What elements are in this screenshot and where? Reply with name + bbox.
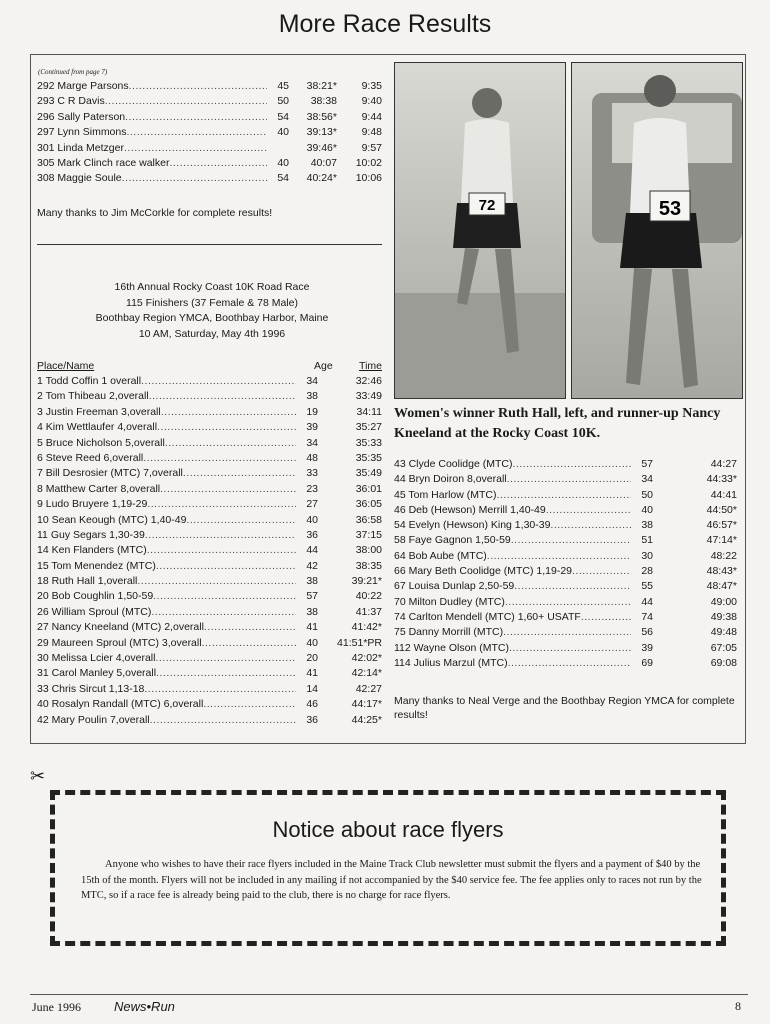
runner-time: 49:48 (710, 626, 737, 639)
runner-name: 14 Ken Flanders (MTC) (37, 544, 147, 557)
runner-age: 45 (277, 80, 289, 92)
runner-time: 36:58 (355, 513, 382, 526)
result-row (37, 666, 382, 681)
runner-age: 56 (641, 626, 653, 639)
runner-age: 69 (641, 656, 653, 669)
result-row (394, 472, 737, 487)
runner-age: 57 (641, 458, 653, 470)
runner-name: 4 Kim Wettlaufer 4,overall (37, 421, 158, 434)
runner-name: 43 Clyde Coolidge (MTC) (394, 458, 513, 470)
runner-time: 40:22 (355, 590, 382, 603)
runner-name: 29 Maureen Sproul (MTC) 3,overall (37, 636, 202, 649)
result-row (37, 451, 382, 466)
runner-age: 14 (306, 682, 318, 695)
runner-age: 54 (277, 110, 289, 123)
race-date: 10 AM, Saturday, May 4th 1996 (138, 327, 286, 340)
runner-time: 37:15 (355, 528, 382, 541)
runner-name: 75 Danny Morrill (MTC) (394, 626, 504, 639)
leader-dots (487, 549, 631, 564)
runner-time: 48:22 (710, 549, 737, 562)
runner-time: 35:27 (355, 421, 382, 434)
leader-dots (144, 682, 296, 697)
leader-dots (147, 497, 296, 512)
result-row (37, 125, 382, 140)
runner-age: 44 (641, 595, 653, 608)
runner-time: 67:05 (710, 641, 737, 654)
leader-dots (156, 666, 296, 681)
runner-time: 46:57* (706, 519, 737, 532)
runner-age: 39 (641, 641, 653, 654)
race-finishers: 115 Finishers (37 Female & 78 Male) (126, 296, 298, 309)
runner-age: 55 (641, 580, 653, 593)
runner-age: 39 (306, 421, 318, 434)
runner-age: 50 (277, 95, 289, 108)
result-row (394, 595, 737, 610)
runner-time: 38:21* (306, 80, 337, 92)
result-row (37, 420, 382, 435)
result-row (394, 656, 737, 671)
leader-dots (129, 79, 267, 94)
result-row (37, 697, 382, 712)
runner-name: 46 Deb (Hewson) Merrill 1,40-49 (394, 503, 546, 516)
runner-time: 39:21* (351, 575, 382, 588)
runner-time: 38:38 (310, 95, 337, 108)
runner-name: 66 Mary Beth Coolidge (MTC) 1,19-29 (394, 565, 572, 578)
runner-name: 305 Mark Clinch race walker (37, 156, 170, 169)
runner-name: 7 Bill Desrosier (MTC) 7,overall (37, 467, 183, 480)
runner-age: 41 (306, 621, 318, 634)
result-row (37, 171, 382, 186)
runner-time: 42:02* (351, 652, 382, 665)
runner-name: 297 Lynn Simmons (37, 126, 127, 139)
leader-dots (512, 457, 631, 472)
result-row (394, 549, 737, 564)
page-number: 8 (735, 999, 741, 1013)
runner-time: 39:46* (306, 141, 337, 154)
runner-name: 26 William Sproul (MTC) (37, 605, 152, 618)
runner-name: 40 Rosalyn Randall (MTC) 6,overall (37, 698, 204, 711)
runner-age: 51 (641, 534, 653, 547)
runner-age: 20 (306, 652, 318, 665)
runner-age: 54 (277, 172, 289, 185)
runner-age: 19 (306, 405, 318, 418)
runner-time: 40:07 (310, 156, 337, 169)
result-row (37, 713, 382, 728)
results-list-left (37, 374, 382, 728)
leader-dots (204, 620, 296, 635)
race-heading (37, 280, 387, 342)
runner-age: 48 (306, 451, 318, 464)
result-row (37, 543, 382, 558)
leader-dots (155, 651, 296, 666)
result-row (37, 79, 382, 94)
runner-time: 35:33 (355, 436, 382, 449)
result-row (37, 389, 382, 404)
result-row (37, 94, 382, 109)
runner-age: 34 (641, 473, 653, 486)
leader-dots (203, 697, 296, 712)
runner-time: 34:11 (356, 405, 382, 418)
runner-time: 41:37 (355, 605, 382, 618)
runner-time: 38:35 (355, 559, 382, 572)
runner-name: 27 Nancy Kneeland (MTC) 2,overall (37, 621, 204, 634)
runner-name: 31 Carol Manley 5,overall (37, 667, 157, 680)
runner-time: 36:01 (355, 482, 382, 495)
runner-name: 44 Bryn Doiron 8,overall (394, 473, 507, 486)
runner-name: 2 Tom Thibeau 2,overall (37, 390, 149, 403)
result-row (37, 482, 382, 497)
runner-time: 41:42* (351, 621, 382, 634)
continued-note: (Continued from page 7) (38, 68, 108, 76)
notice-body: Anyone who wishes to have their race flyers included in the Maine Track Club newsletter must submit the flyers and a payment of $40 by the 15th of the month. Flyers will not be included in any mailing if not accompanied by the $40 service fee. The fee applies only to races not run by the MTC, so if a race fee is already being paid to the club, there is no charge for race flyers. (81, 859, 702, 901)
result-row (37, 110, 382, 125)
footer-date: June 1996 (32, 1000, 81, 1014)
leader-dots (508, 656, 631, 671)
runner-age: 23 (306, 482, 318, 495)
runner-age: 33 (306, 467, 318, 480)
runner-name: 42 Mary Poulin 7,overall (37, 713, 150, 726)
runner-age: 74 (641, 610, 653, 623)
bib-number-left: 72 (478, 197, 496, 214)
runner-name: 8 Matthew Carter 8,overall (37, 482, 161, 495)
runner-time: 69:08 (710, 656, 737, 669)
photo-caption: Women's winner Ruth Hall, left, and runner-up Nancy Kneeland at the Rocky Coast 10K. (394, 406, 721, 441)
runner-time: 42:14* (351, 667, 382, 680)
leader-dots (141, 374, 296, 389)
bib-number-right: 53 (658, 198, 682, 220)
runner-time: 38:56* (306, 110, 337, 123)
leader-dots (105, 94, 267, 109)
thanks-note-2: Many thanks to Neal Verge and the Boothbay Region YMCA for complete results! (394, 695, 735, 721)
result-row (37, 651, 382, 666)
runner-age: 28 (641, 565, 653, 578)
runner-time: 49:00 (710, 595, 737, 608)
leader-dots (150, 713, 296, 728)
runner-name: 296 Sally Paterson (37, 110, 126, 123)
results-table-left (37, 359, 382, 728)
result-row (37, 405, 382, 420)
runner-time: 44:27 (710, 458, 737, 470)
runner-name: 114 Julius Marzul (MTC) (394, 656, 508, 669)
race-location: Boothbay Region YMCA, Boothbay Harbor, Maine (95, 312, 329, 324)
result-row (37, 497, 382, 512)
result-row (37, 156, 382, 171)
runner-name: 11 Guy Segars 1,30-39 (37, 528, 145, 541)
leader-dots (153, 589, 296, 604)
leader-dots (137, 574, 296, 589)
section-divider (37, 244, 382, 245)
runner-time: 47:14* (706, 534, 737, 547)
time-header: Time (359, 360, 382, 372)
leader-dots (156, 559, 296, 574)
leader-dots (202, 636, 296, 651)
runner-age: 36 (306, 713, 318, 726)
runner-pace: 10:06 (355, 172, 382, 185)
result-row (37, 528, 382, 543)
runner-pace: 10:02 (355, 156, 382, 169)
leader-dots (497, 488, 632, 503)
result-row (394, 564, 737, 579)
result-row (394, 610, 737, 625)
result-row (394, 641, 737, 656)
runner-name: 308 Maggie Soule (37, 172, 122, 185)
runner-name: 301 Linda Metzger (37, 141, 124, 154)
result-row (37, 466, 382, 481)
runner-age: 34 (306, 436, 318, 449)
runner-time: 33:49 (355, 390, 382, 403)
runner-time: 44:50* (706, 503, 737, 516)
runner-name: 5 Bruce Nicholson 5,overall (37, 436, 165, 449)
leader-dots (160, 482, 296, 497)
runner-name: 67 Louisa Dunlap 2,50-59 (394, 580, 515, 593)
runner-name: 64 Bob Aube (MTC) (394, 549, 487, 562)
runner-time: 42:27 (355, 682, 382, 695)
leader-dots (546, 503, 631, 518)
runner-age: 40 (641, 503, 653, 516)
result-row (37, 589, 382, 604)
runner-name: 6 Steve Reed 6,overall (37, 451, 144, 464)
leader-dots (550, 518, 631, 533)
result-row (394, 518, 737, 533)
result-row (37, 620, 382, 635)
runner-name: 112 Wayne Olson (MTC) (394, 641, 509, 654)
runner-age: 50 (641, 488, 653, 501)
runner-pace: 9:40 (361, 95, 382, 108)
runner-name: 3 Justin Freeman 3,overall (37, 405, 161, 418)
runner-name: 20 Bob Coughlin 1,50-59 (37, 590, 154, 603)
runner-age: 38 (306, 575, 318, 588)
footer-publication: News•Run (114, 999, 175, 1014)
runner-time: 36:05 (355, 498, 382, 511)
runner-age: 57 (306, 590, 318, 603)
place-header: Place/Name (37, 360, 95, 372)
leader-dots (186, 513, 296, 528)
runner-age: 40 (277, 156, 289, 169)
result-row (394, 533, 737, 548)
leader-dots (507, 472, 631, 487)
runner-age: 42 (306, 559, 318, 572)
runner-age: 41 (306, 667, 318, 680)
runner-time: 35:49 (355, 467, 382, 480)
runner-name: 1 Todd Coffin 1 overall (37, 375, 142, 387)
leader-dots (157, 420, 296, 435)
previous-results-list (37, 79, 382, 187)
runner-pace: 9:44 (361, 110, 382, 123)
runner-name: 293 C R Davis (37, 95, 105, 108)
runner-age: 38 (306, 390, 318, 403)
leader-dots (147, 543, 296, 558)
leader-dots (514, 579, 631, 594)
race-flyers-notice (50, 790, 726, 946)
runner-name: 30 Melissa Lcier 4,overall (37, 652, 156, 665)
result-row (394, 625, 737, 640)
runner-age: 38 (306, 605, 318, 618)
runner-name: 33 Chris Sircut 1,13-18 (37, 682, 145, 695)
result-row (37, 513, 382, 528)
runner-age: 40 (306, 636, 318, 649)
runner-time: 32:46 (355, 375, 382, 387)
leader-dots (503, 625, 631, 640)
footer-rule (30, 994, 748, 995)
runner-name: 70 Milton Dudley (MTC) (394, 595, 505, 608)
photo-nancy-kneeland (571, 62, 743, 399)
runner-time: 49:38 (710, 610, 737, 623)
leader-dots (122, 171, 267, 186)
runner-time: 41:51*PR (337, 636, 382, 649)
runner-name: 58 Faye Gagnon 1,50-59 (394, 534, 511, 547)
leader-dots (143, 451, 296, 466)
runner-time: 44:33* (706, 473, 737, 486)
result-row (37, 374, 382, 389)
leader-dots (572, 564, 631, 579)
leader-dots (183, 466, 296, 481)
runner-age: 30 (641, 549, 653, 562)
result-row (37, 141, 382, 156)
scissors-icon: ✂ (30, 766, 46, 786)
runner-right-illustration (572, 63, 742, 398)
result-row (394, 457, 737, 472)
runner-time: 38:00 (355, 544, 382, 557)
result-row (37, 574, 382, 589)
result-row (37, 436, 382, 451)
runner-time: 35:35 (355, 451, 382, 464)
age-header: Age (314, 360, 333, 372)
leader-dots (165, 436, 296, 451)
runner-time: 39:13* (306, 126, 337, 139)
runner-age: 40 (306, 513, 318, 526)
runner-name: 18 Ruth Hall 1,overall (37, 575, 138, 588)
runner-name: 9 Ludo Bruyere 1,19-29 (37, 498, 148, 511)
leader-dots (127, 125, 268, 140)
leader-dots (145, 528, 296, 543)
runner-pace: 9:48 (361, 126, 382, 139)
runner-name: 45 Tom Harlow (MTC) (394, 488, 497, 501)
result-row (394, 503, 737, 518)
runner-age: 38 (641, 519, 653, 532)
runner-time: 44:25* (351, 713, 382, 726)
runner-name: 15 Tom Menendez (MTC) (37, 559, 156, 572)
leader-dots (509, 641, 631, 656)
leader-dots (169, 156, 267, 171)
result-row (394, 579, 737, 594)
results-header (37, 359, 382, 374)
runner-name: 54 Evelyn (Hewson) King 1,30-39 (394, 519, 551, 532)
runner-pace: 9:35 (361, 80, 382, 92)
runner-left-illustration (395, 63, 565, 398)
runner-pace: 9:57 (361, 141, 382, 154)
race-title: 16th Annual Rocky Coast 10K Road Race (114, 281, 310, 293)
runner-time: 44:41 (710, 488, 737, 501)
runner-time: 48:43* (706, 565, 737, 578)
runner-time: 44:17* (351, 698, 382, 711)
runner-time: 40:24* (306, 172, 337, 185)
leader-dots (125, 110, 267, 125)
runner-age: 40 (277, 126, 289, 139)
leader-dots (511, 533, 631, 548)
photo-ruth-hall (394, 62, 566, 399)
runner-age: 34 (306, 375, 318, 387)
page-title: More Race Results (278, 10, 492, 38)
runner-age: 46 (306, 698, 318, 711)
result-row (37, 636, 382, 651)
leader-dots (581, 610, 631, 625)
leader-dots (161, 405, 296, 420)
result-row (37, 605, 382, 620)
thanks-note-1: Many thanks to Jim McCorkle for complete results! (37, 207, 273, 219)
result-row (394, 488, 737, 503)
leader-dots (149, 389, 296, 404)
runner-age: 36 (306, 528, 318, 541)
notice-title: Notice about race flyers (272, 817, 504, 842)
runner-name: 74 Carlton Mendell (MTC) 1,60+ USATF (394, 610, 581, 623)
runner-name: 292 Marge Parsons (37, 80, 129, 92)
leader-dots (151, 605, 296, 620)
runner-age: 44 (306, 544, 318, 557)
result-row (37, 559, 382, 574)
leader-dots (124, 141, 267, 156)
result-row (37, 682, 382, 697)
results-list-right (394, 457, 737, 671)
runner-time: 48:47* (706, 580, 737, 593)
runner-age: 27 (306, 498, 318, 511)
leader-dots (505, 595, 631, 610)
runner-name: 10 Sean Keough (MTC) 1,40-49 (37, 513, 187, 526)
